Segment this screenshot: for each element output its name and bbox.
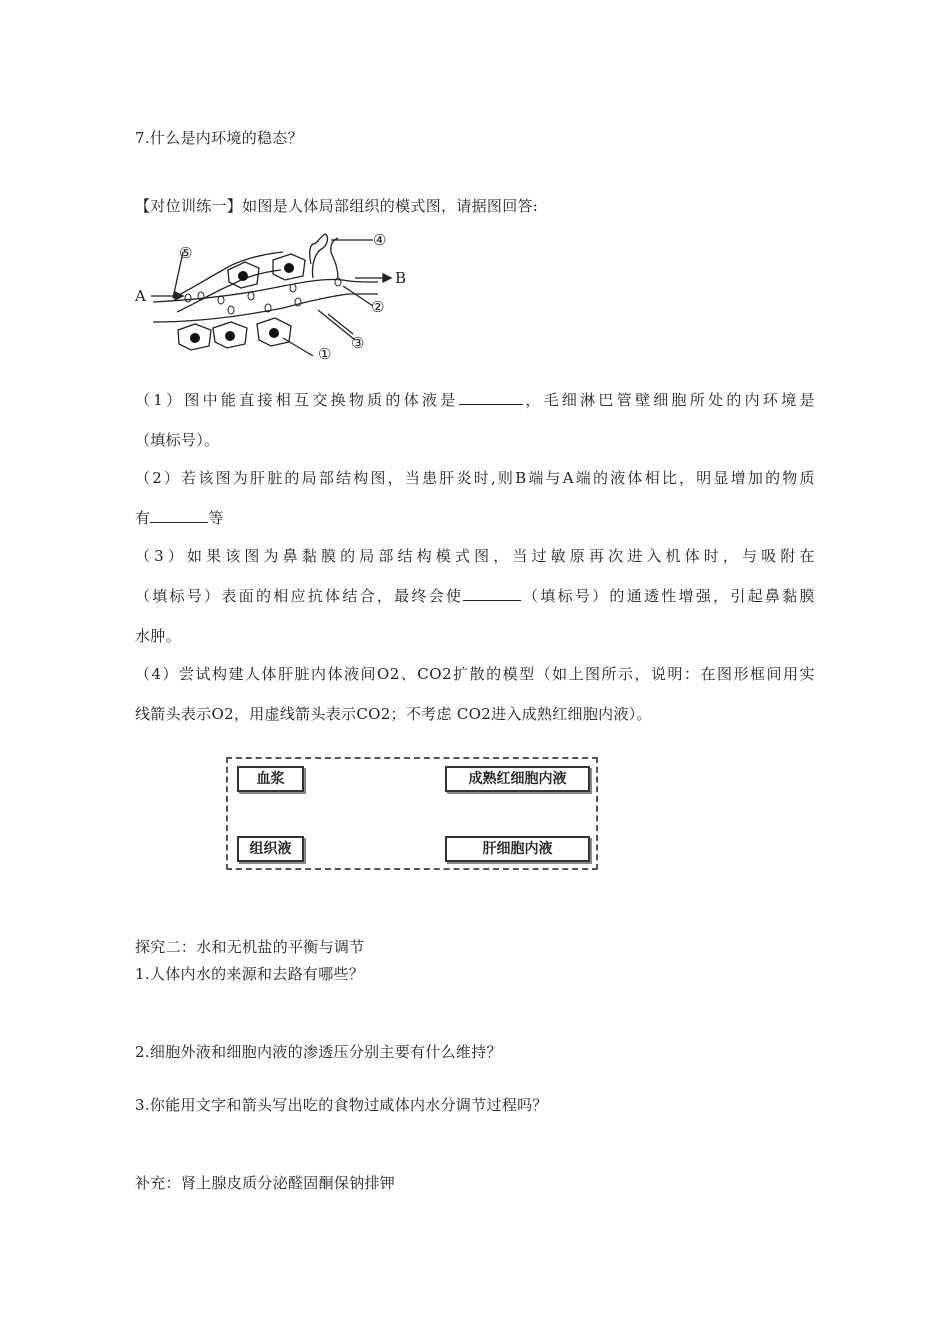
answer-blank [459, 390, 523, 405]
question-7: 7.什么是内环境的稳态？ [135, 129, 303, 147]
figure-label-b: B [395, 269, 407, 287]
answer-blank [150, 508, 208, 523]
answer-blank [463, 586, 521, 601]
question-3-line-2: （填标号）表面的相应抗体结合，最终会使 （填标号）的通透性增强，引起鼻黏膜 [135, 587, 815, 605]
training-heading: 【对位训练一】如图是人体局部组织的模式图，请据图回答: [135, 197, 539, 215]
figure-label-1: ① [318, 345, 332, 360]
box-liver-cell-fluid: 肝细胞内液 [445, 836, 590, 862]
figure-label-2: ② [371, 298, 385, 316]
explore-2-question-3: 3.你能用文字和箭头写出吃的食物过咸体内水分调节过程吗？ [135, 1096, 548, 1114]
figure-label-3: ③ [351, 334, 365, 352]
box-rbc-fluid: 成熟红细胞内液 [445, 766, 590, 792]
figure-label-5: ⑤ [179, 244, 193, 262]
question-2-line-1: （2）若该图为肝脏的局部结构图，当患肝炎时,则B端与A端的液体相比，明显增加的物质 [135, 469, 815, 487]
question-1-line-1: （1）图中能直接相互交换物质的体液是 ，毛细淋巴管壁细胞所处的内环境是 [135, 391, 815, 409]
tissue-diagram [133, 230, 415, 360]
box-plasma: 血浆 [237, 766, 304, 792]
question-1-line-2: （填标号）。 [135, 431, 220, 449]
question-3-line-3: 水肿。 [135, 627, 181, 645]
question-2-line-2: 有 等 [135, 509, 224, 527]
explore-2-question-2: 2.细胞外液和细胞内液的渗透压分别主要有什么维持？ [135, 1043, 502, 1061]
diffusion-model-frame [226, 757, 598, 870]
question-3-line-1: （3）如果该图为鼻黏膜的局部结构模式图，当过敏原再次进入机体时，与吸附在 [135, 547, 815, 565]
box-tissue-fluid: 组织液 [237, 836, 304, 862]
figure-label-a: A [135, 287, 146, 305]
supplement-note: 补充：肾上腺皮质分泌醛固酮保钠排钾 [135, 1174, 396, 1192]
explore-2-heading: 探究二：水和无机盐的平衡与调节 [135, 938, 365, 956]
question-4-line-1: （4）尝试构建人体肝脏内体液间O2、CO2扩散的模型（如上图所示，说明：在图形框间用实 [135, 665, 815, 683]
explore-2-question-1: 1.人体内水的来源和去路有哪些？ [135, 965, 365, 983]
question-4-line-2: 线箭头表示O2，用虚线箭头表示CO2；不考虑 CO2进入成熟红细胞内液）。 [135, 705, 652, 723]
figure-label-4: ④ [373, 231, 387, 249]
